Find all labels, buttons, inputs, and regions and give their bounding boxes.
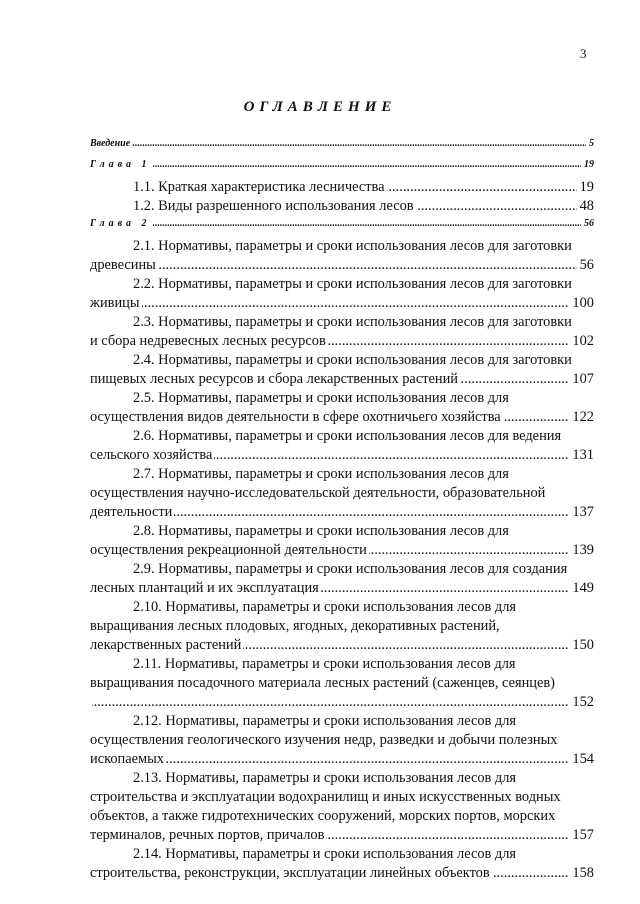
toc-page-number: 149 (569, 579, 596, 598)
toc-entry-text: ископаемых (90, 751, 164, 767)
toc-leader-line (90, 864, 596, 883)
toc-page-number: 158 (569, 864, 596, 883)
toc-entry-first-line: 2.5. Нормативы, параметры и сроки использования лесов для (133, 390, 509, 406)
toc-section-entry[interactable] (90, 389, 596, 427)
toc-entry-first-line: 2.6. Нормативы, параметры и сроки использования лесов для ведения (133, 428, 562, 444)
toc-entry-text: древесины (90, 257, 156, 273)
toc-section-entry[interactable] (90, 178, 596, 197)
toc-page-number: 154 (569, 750, 596, 769)
toc-entry-text: и сбора недревесных лесных ресурсов (90, 333, 326, 349)
toc-leader-line (90, 408, 596, 427)
toc-page-number: 100 (569, 294, 596, 313)
toc-entry-first-line: 2.10. Нормативы, параметры и сроки использования лесов для (133, 599, 517, 615)
toc-page-number: 19 (577, 178, 596, 197)
toc-entry-first-line: 2.2. Нормативы, параметры и сроки использования лесов для заготовки (133, 276, 572, 292)
toc-leader-line (90, 197, 596, 216)
toc-page-number: 150 (569, 636, 596, 655)
toc-section-entry[interactable] (90, 712, 596, 769)
toc-entry-first-line: 2.7. Нормативы, параметры и сроки использования лесов для (133, 466, 509, 482)
chapter-2-sections (90, 237, 596, 883)
toc-leader-line (90, 503, 596, 522)
toc-entry-line: объектов, а также гидротехнических сооружений, морских портов, морских (90, 808, 556, 824)
toc-entry-first-line: 2.11. Нормативы, параметры и сроки использования лесов для (133, 656, 516, 672)
toc-section-entry[interactable] (90, 560, 596, 598)
toc-entry-text (90, 694, 92, 710)
toc-entry-text: 1.2. Виды разрешенного использования лесов (133, 198, 414, 214)
table-of-contents (90, 136, 596, 883)
toc-leader-line (90, 446, 596, 465)
toc-leader-line (90, 294, 596, 313)
toc-entry-line: осуществления научно-исследовательской деятельности, образовательной (90, 485, 546, 501)
toc-entry-first-line: 2.4. Нормативы, параметры и сроки использования лесов для заготовки (133, 352, 572, 368)
toc-page-number: 137 (569, 503, 596, 522)
toc-section-entry[interactable] (90, 845, 596, 883)
toc-section-entry[interactable] (90, 275, 596, 313)
toc-leader-line (90, 332, 596, 351)
toc-chapter-1[interactable]: Глава 1 19 ..... (90, 157, 596, 178)
toc-chapter-2[interactable]: Глава 2 56 ..... (90, 216, 596, 234)
toc-leader-line (90, 541, 596, 560)
toc-page-number: 122 (569, 408, 596, 427)
toc-entry-text: осуществления видов деятельности в сфере охотничьего хозяйства (90, 409, 501, 425)
toc-leader-line (90, 256, 596, 275)
toc-entry-text: строительства, реконструкции, эксплуатации линейных объектов (90, 865, 490, 881)
toc-page-number: 152 (569, 693, 596, 712)
toc-section-entry[interactable] (90, 313, 596, 351)
toc-title: ОГЛАВЛЕНИЕ (243, 99, 397, 115)
toc-section-entry[interactable] (90, 351, 596, 389)
toc-entry-text: деятельности (90, 504, 173, 520)
toc-page-number: 139 (569, 541, 596, 560)
toc-leader-line (90, 579, 596, 598)
toc-leader-line (90, 636, 596, 655)
toc-page-number: 56 (577, 256, 596, 275)
toc-page-number: 48 (577, 197, 596, 216)
toc-entry-text: живицы (90, 295, 140, 311)
toc-section-entry[interactable] (90, 427, 596, 465)
toc-section-entry[interactable] (90, 237, 596, 275)
toc-intro[interactable]: Введение 5 ..... (90, 136, 596, 157)
toc-page-number: 107 (569, 370, 596, 389)
toc-section-entry[interactable] (90, 769, 596, 845)
toc-entry-line: выращивания лесных плодовых, ягодных, декоративных растений, (90, 618, 500, 634)
toc-entry-first-line: 2.9. Нормативы, параметры и сроки использования лесов для создания (133, 561, 568, 577)
toc-entry-line: осуществления геологического изучения недр, разведки и добычи полезных (90, 732, 558, 748)
chapter-1-sections (90, 178, 596, 216)
toc-leader-line (90, 750, 596, 769)
toc-entry-line: выращивания посадочного материала лесных растений (саженцев, сеянцев) (90, 675, 555, 691)
toc-leader-line (90, 826, 596, 845)
toc-leader-line (90, 693, 596, 712)
toc-section-entry[interactable] (90, 465, 596, 522)
toc-entry-text: сельского хозяйства (90, 447, 213, 463)
toc-leader-line (90, 370, 596, 389)
toc-leader-line (90, 178, 596, 197)
toc-page-number: 131 (569, 446, 596, 465)
page-number: 3 (580, 46, 587, 61)
toc-entry-text: осуществления рекреационной деятельности (90, 542, 367, 558)
toc-section-entry[interactable] (90, 598, 596, 655)
toc-entry-text: лекарственных растений (90, 637, 242, 653)
toc-entry-first-line: 2.1. Нормативы, параметры и сроки использования лесов для заготовки (133, 238, 572, 254)
toc-entry-first-line: 2.8. Нормативы, параметры и сроки использования лесов для (133, 523, 509, 539)
toc-entry-first-line: 2.13. Нормативы, параметры и сроки использования лесов для (133, 770, 517, 786)
toc-entry-line: строительства и эксплуатации водохранилищ и иных искусственных водных (90, 789, 561, 805)
toc-entry-first-line: 2.12. Нормативы, параметры и сроки использования лесов для (133, 713, 517, 729)
toc-entry-text: 1.1. Краткая характеристика лесничества (133, 179, 385, 195)
toc-section-entry[interactable] (90, 197, 596, 216)
toc-page-number: 102 (569, 332, 596, 351)
toc-entry-text: лесных плантаций и их эксплуатация (90, 580, 319, 596)
toc-section-entry[interactable] (90, 655, 596, 712)
toc-section-entry[interactable] (90, 522, 596, 560)
toc-entry-first-line: 2.14. Нормативы, параметры и сроки использования лесов для (133, 846, 517, 862)
toc-page-number: 157 (569, 826, 596, 845)
toc-entry-text: пищевых лесных ресурсов и сбора лекарственных растений (90, 371, 458, 387)
toc-entry-first-line: 2.3. Нормативы, параметры и сроки использования лесов для заготовки (133, 314, 572, 330)
toc-entry-text: терминалов, речных портов, причалов (90, 827, 325, 843)
